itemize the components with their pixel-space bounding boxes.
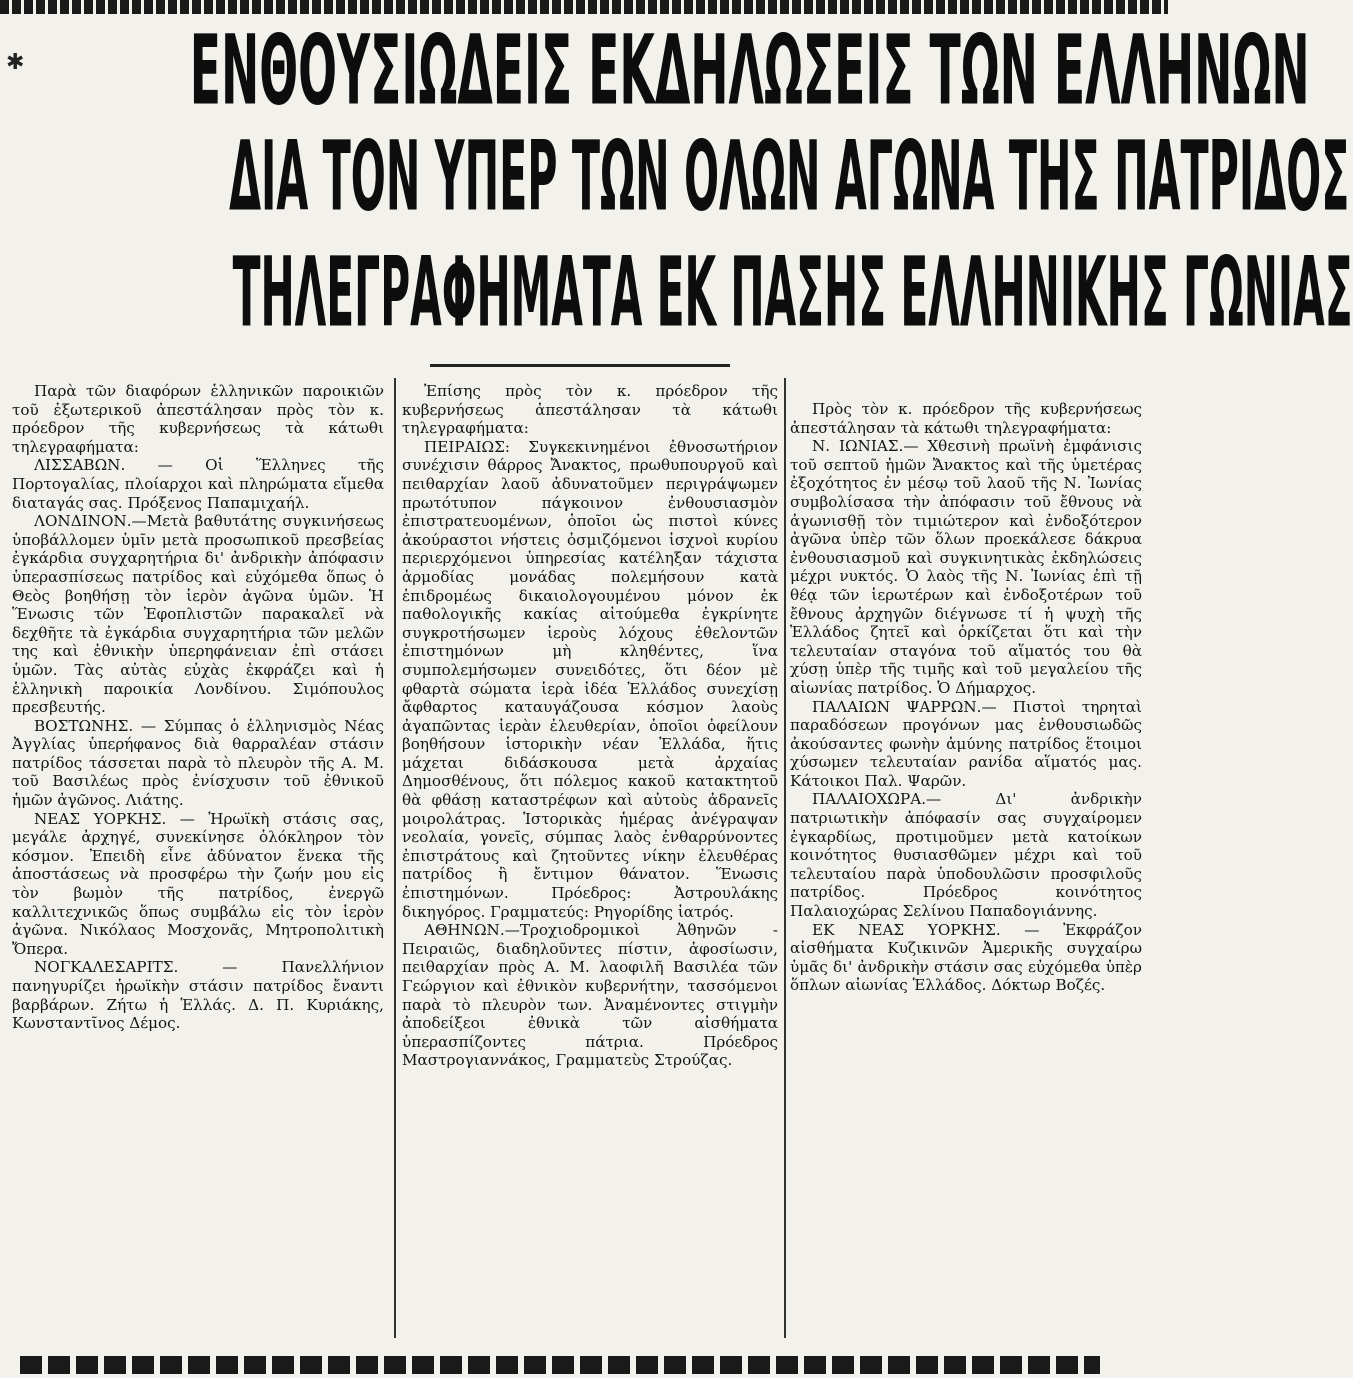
article-column-3 bbox=[790, 382, 1142, 995]
paragraph-new-york: ΝΕΑΣ ΥΟΡΚΗΣ. — Ἡρωϊκὴ στάσις σας, μεγάλε ἀρχηγέ, συνεκίνησε ὁλόκληρον τὸν κόσμον. Ἐπειδὴ εἶνε ἀδύνατον ἕνεκα τῆς ἀποστάσεως νὰ προσφέρω τὴν ζωήν μου εἰς τὸν βωμὸν τῆς πατρίδος, ἐνεργῶ καλλιτεχνικῶς ὅπως συμβάλω εἰς τὸν ἱερὸν ἀγῶνα. Νικόλαος Μοσχονᾶς, Μητροπολιτικὴ Ὄπερα. bbox=[12, 809, 384, 958]
paragraph-ek-nea-york: ΕΚ ΝΕΑΣ ΥΟΡΚΗΣ. — Ἐκφράζον αἰσθήματα Κυζικινῶν Ἀμερικῆς συγχαίρω ὑμᾶς δι' ἀνδρικὴν στάσιν σας εὐχόμεθα ὑπὲρ ὅπλων αἰωνίας Ἑλλάδος. Δόκτωρ Βοζές. bbox=[790, 920, 1142, 995]
paragraph-palaiochora: ΠΑΛΑΙΟΧΩΡΑ.— Δι' ἀνδρικὴν πατριωτικὴν ἀπόφασίν σας συγχαίρομεν ἐγκαρδίως, προτιμοῦμεν μετὰ κατοίκων κοινότητος θυσιασθῶμεν μέχρι καὶ τοῦ τελευταίου παρὰ ὑποδουλῶσιν προσφιλοῦς πατρίδος. Πρόεδρος κοινότητος Παλαιοχώρας Σελίνου Παπαδογιάννης. bbox=[790, 790, 1142, 921]
paragraph-nogales: ΝΟΓΚΑΛΕΣΑΡΙΤΣ. — Πανελλήνιον πανηγυρίζει ἡρωϊκὴν στάσιν πατρίδος ἔναντι βαρβάρων. Ζήτω ἡ Ἑλλάς. Δ. Π. Κυριάκης, Κωνσταντῖνος Δέμος. bbox=[12, 958, 384, 1033]
paragraph-intro-2: Ἐπίσης πρὸς τὸν κ. πρόεδρον τῆς κυβερνήσεως ἀπεστάλησαν τὰ κάτωθι τηλεγραφήματα: bbox=[402, 382, 778, 438]
column-rule-2 bbox=[784, 378, 786, 1338]
headline-line-2: ΔΙΑ ΤΟΝ ΥΠΕΡ ΤΩΝ ΟΛΩΝ ΑΓΩΝΑ ΤΗΣ ΠΑΤΡΙΔΟΣ bbox=[229, 122, 1350, 234]
paragraph-london: ΛΟΝΔΙΝΟΝ.—Μετὰ βαθυτάτης συγκινήσεως ὑποβάλλομεν ὑμῖν μετὰ προσωπικοῦ πρεσβείας ἐγκάρδια συγχαρητήρια δι' ἀνδρικὴν ἀπόφασιν ὑπερασπίσεως πατρίδος καὶ εὐχόμεθα ὅπως ὁ Θεὸς βοηθήσῃ τὸν ἱερὸν ἀγῶνα ὑμῶν. Ἡ Ἕνωσις τῶν Ἐφοπλιστῶν παρακαλεῖ νὰ δεχθῆτε τὰ ἐγκάρδια συγχαρητήρια τῶν μελῶν της καὶ ἐθνικὴν ὑπερηφάνειαν ἐπὶ στάσει ὑμῶν. Τὰς αὐτὰς εὐχὰς ἐκφράζει καὶ ἡ ἑλληνικὴ παροικία Λονδίνου. Σιμόπουλος πρεσβευτής. bbox=[12, 512, 384, 717]
paragraph-lisbon: ΛΙΣΣΑΒΩΝ. — Οἱ Ἕλληνες τῆς Πορτογαλίας, πλοίαρχοι καὶ πληρώματα εἴμεθα διαταγάς σας. Πρόξενος Παπαμιχαήλ. bbox=[12, 456, 384, 512]
top-border-band bbox=[0, 0, 1168, 14]
paragraph-intro-3: Πρὸς τὸν κ. πρόεδρον τῆς κυβερνήσεως ἀπεστάλησαν τὰ κάτωθι τηλεγραφήματα: bbox=[790, 400, 1142, 437]
star-ornament-icon: ✱ bbox=[6, 50, 25, 75]
paragraph-intro-1: Παρὰ τῶν διαφόρων ἑλληνικῶν παροικιῶν τοῦ ἐξωτερικοῦ ἀπεστάλησαν πρὸς τὸν κ. πρόεδρον τῆς κυβερνήσεως τὰ κάτωθι τηλεγραφήματα: bbox=[12, 382, 384, 456]
column-rule-1 bbox=[394, 378, 396, 1338]
paragraph-athens: ΑΘΗΝΩΝ.—Τροχιοδρομικοὶ Ἀθηνῶν - Πειραιῶς, διαδηλοῦντες πίστιν, ἀφοσίωσιν, πειθαρχίαν πρὸς Α. Μ. λαοφιλῆ Βασιλέα τῶν Γεώργιον καὶ ἐθνικὸν κυβερνήτην, τασσόμενοι παρὰ τὸ πλευρὸν των. Ἀναμένοντες στιγμὴν ἀποδείξεοι ἐθνικὰ τῶν αἰσθήματα ὑπερασπίζοντες πάτρια. Πρόεδρος Μαστρογιαννάκος, Γραμματεὺς Στρούζας. bbox=[402, 921, 778, 1070]
headline-line-3: ΤΗΛΕΓΡΑΦΗΜΑΤΑ ΕΚ ΠΑΣΗΣ ΕΛΛΗΝΙΚΗΣ ΓΩΝΙΑΣ bbox=[232, 238, 1353, 350]
article-column-1 bbox=[12, 382, 384, 1033]
article-column-2 bbox=[402, 382, 778, 1070]
paragraph-piraeus: ΠΕΙΡΑΙΩΣ: Συγκεκινημένοι ἐθνοσωτήριον συνέχισιν θάρρος Ἄνακτος, πρωθυπουργοῦ καὶ πειθαρχίαν λαοῦ ἀδυνατοῦμεν περιγράψωμεν πρωτότυπον πάγκοινον ἐνθουσιασμὸν ἐπιστρατευομένων, ὁποῖοι ὡς πιστοὶ κύνες ἀκούραστοι νήστεις ὀσμιζόμενοι ἰσχνοὶ κυρίου περιερχόμενοι ὑπηρεσίας κατέληξαν τάχιστα ἁρμοδίας μονάδας πολεμήσουν κατὰ ἐπιδρομέως δικαιολογουμένου μόνον ἐκ παθολογικῆς κακίας αἰτούμεθα ἐγκρίνητε συγκροτήσωμεν ἱεροὺς λόχους ἐθελοντῶν ἐπιστημόνων μὴ κληθέντες, ἵνα συμπολεμήσωμεν συνειδότες, ὅτι δέον μὲ φθαρτὰ σώματα ἱερὰ ἰδέα Ἑλλάδος συνεχίσῃ ἄφθαρτος καταυγάζουσα κόσμον λαοὺς ἀγαπῶντας ἱερὰν ἐλευθερίαν, ὁποῖοι ὀφείλουν βοηθήσουν ἱστορικὴν νέαν Ἑλλάδα, ἥτις μάχεται διδάσκουσα μετὰ ἀρχαίας Δημοσθένους, ὅτι πόλεμος κακοῦ κατακτητοῦ θὰ φθάσῃ καταστρέφων καὶ αὐτοὺς ἀδρανεῖς μοιρολάτρας. Ἱστορικὰς ἡμέρας ἀνέγραψαν νεολαία, γονεῖς, σύμπας λαὸς ἐνθαρρύνοντες ἐπιστράτους καὶ ζητοῦντες νίκην ἐλευθέρας πατρίδος ἢ ἔντιμον θάνατον. Ἕνωσις ἐπιστημόνων. Πρόεδρος: Ἀστρουλάκης δικηγόρος. Γραμματεύς: Ρηγορίδης ἰατρός. bbox=[402, 437, 778, 921]
headline-line-1: ΕΝΘΟΥΣΙΩΔΕΙΣ ΕΚΔΗΛΩΣΕΙΣ ΤΩΝ ΕΛΛΗΝΩΝ bbox=[189, 16, 1310, 128]
headline-underline bbox=[430, 364, 730, 367]
paragraph-nea-ionia: Ν. ΙΩΝΙΑΣ.— Χθεσινὴ πρωϊνὴ ἐμφάνισις τοῦ σεπτοῦ ἡμῶν Ἄνακτος καὶ τῆς ὑμετέρας ἐξοχότητος ἐν μέσῳ τοῦ λαοῦ τῆς Ν. Ἰωνίας συμβολίσασα τὴν ἀπόφασιν τοῦ ἔθνους νὰ ἀγωνισθῇ τὸν τιμιώτερον καὶ ἐνδοξότερον ἀγῶνα ὑπὲρ τῶν ὅλων προεκάλεσε δάκρυα ἐνθουσιασμοῦ καὶ συγκινητικὰς ἐκδηλώσεις μέχρι νυκτός. Ὁ λαὸς τῆς Ν. Ἰωνίας ἐπὶ τῇ θέᾳ τῶν ἱερωτέρων καὶ ἐνδοξοτέρων τοῦ ἔθνους ἀρχηγῶν διέγνωσε τί ἡ ψυχὴ τῆς Ἑλλάδος ζητεῖ καὶ ὁρκίζεται ὅτι καὶ τὴν τελευταίαν σταγόνα τοῦ αἵματός του θὰ χύσῃ ὑπὲρ τῆς τιμῆς καὶ τοῦ μεγαλείου τῆς αἰωνίας πατρίδος. Ὁ Δήμαρχος. bbox=[790, 437, 1142, 697]
next-headline-cutoff bbox=[0, 1344, 1150, 1374]
paragraph-palaion-psarron: ΠΑΛΑΙΩΝ ΨΑΡΡΩΝ.— Πιστοὶ τηρηταὶ παραδόσεων προγόνων μας ἐνθουσιωδῶς ἀκούσαντες φωνὴν ἀμύνης πατρίδος ἕτοιμοι χύσωμεν τελευταίαν ρανίδα αἵματός μας. Κάτοικοι Παλ. Ψαρῶν. bbox=[790, 697, 1142, 790]
paragraph-boston: ΒΟΣΤΩΝΗΣ. — Σύμπας ὁ ἑλληνισμὸς Νέας Ἀγγλίας ὑπερήφανος διὰ θαρραλέαν στάσιν πατρίδος τάσσεται παρὰ τὸ πλευρὸν τῆς Α. Μ. τοῦ Βασιλέως πρὸς ἐνίσχυσιν τοῦ ἐθνικοῦ ἡμῶν ἀγῶνος. Λιάτης. bbox=[12, 716, 384, 810]
